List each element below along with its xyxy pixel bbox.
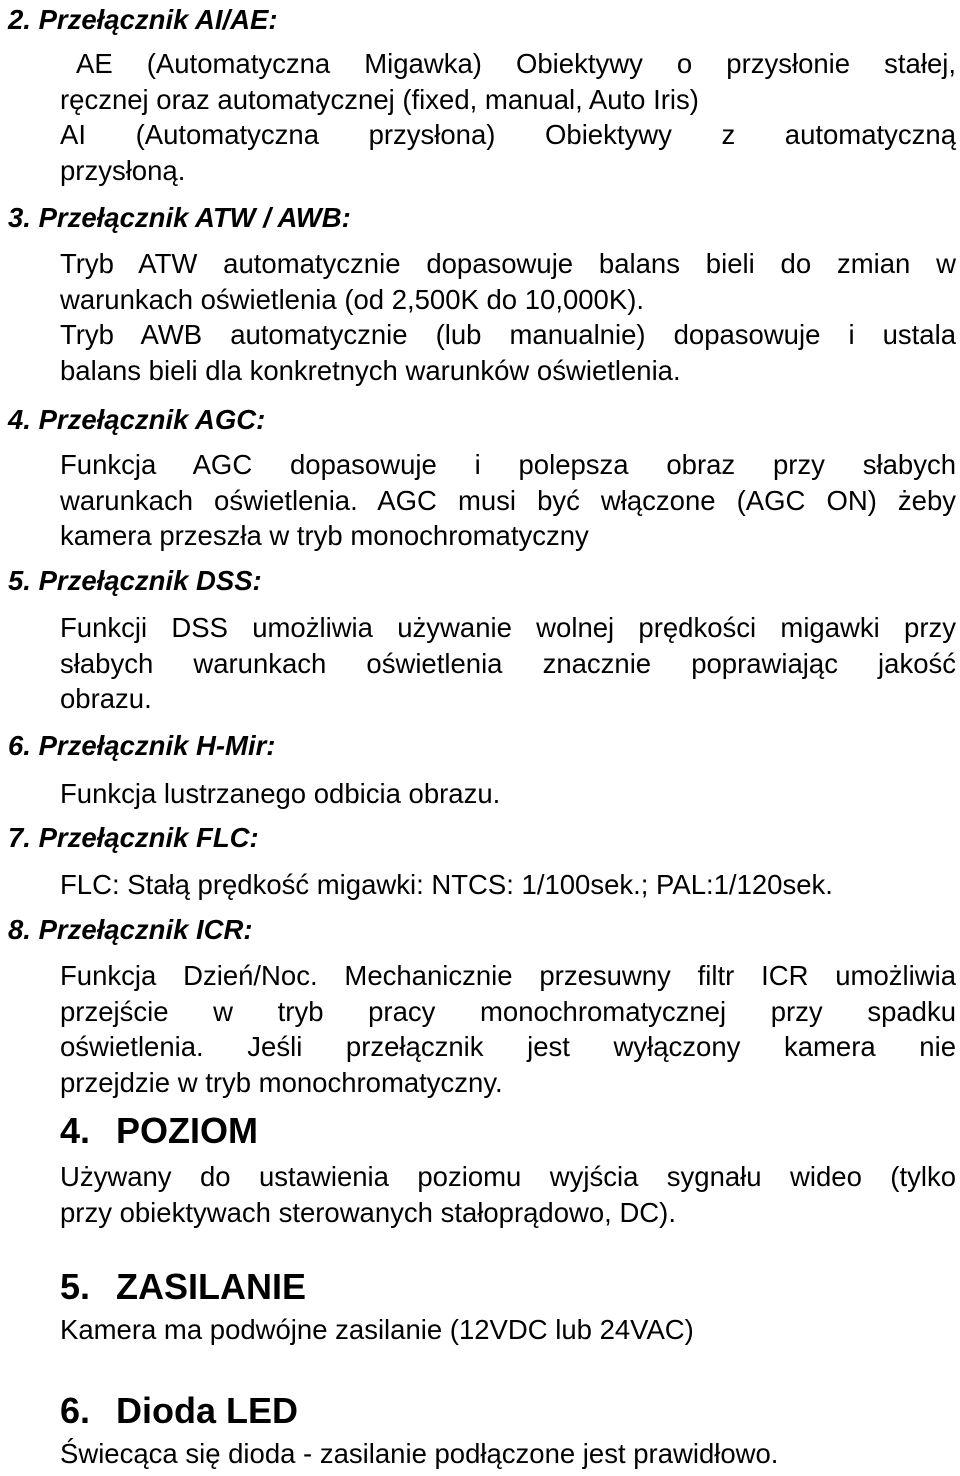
section-7-heading: 7. Przełącznik FLC: [8, 822, 259, 853]
section-8-line-3: oświetlenia. Jeśli przełącznik jest wyłączony kamera nie [60, 1031, 956, 1063]
chapter-poziom-title: POZIOM [116, 1110, 258, 1151]
section-3-line-2: warunkach oświetlenia (od 2,500K do 10,000K). [60, 283, 644, 315]
section-2-line-3: AI (Automatyczna przysłona) Obiektywy z automatyczną [60, 119, 956, 151]
section-4-line-1: Funkcja AGC dopasowuje i polepsza obraz przy słabych [60, 449, 956, 480]
section-4-heading: 4. Przełącznik AGC: [8, 404, 266, 435]
section-4-line-2: warunkach oświetlenia. AGC musi być włączone (AGC ON) żeby [60, 484, 956, 516]
chapter-poziom-line-2: przy obiektywach sterowanych stałoprądowo, DC). [60, 1196, 676, 1228]
section-5-body [60, 610, 956, 717]
section-2-line-1: AE (Automatyczna Migawka) Obiektywy o przysłonie stałej, [76, 48, 956, 79]
chapter-dioda-heading [60, 1390, 298, 1432]
chapter-poziom-heading [60, 1110, 258, 1152]
section-8-line-1: Funkcja Dzień/Noc. Mechanicznie przesuwny filtr ICR umożliwia [60, 960, 956, 991]
chapter-poziom-body [60, 1159, 956, 1230]
section-2-line-4: przysłoną. [60, 154, 186, 186]
section-7-line-1: FLC: Stałą prędkość migawki: NTCS: 1/100sek.; PAL:1/120sek. [60, 869, 833, 900]
section-5-line-1: Funkcji DSS umożliwia używanie wolnej prędkości migawki przy [60, 612, 956, 643]
section-2-line-2: ręcznej oraz automatycznej (fixed, manual, Auto Iris) [60, 83, 699, 115]
section-3-line-3: Tryb AWB automatycznie (lub manualnie) dopasowuje i ustala [60, 319, 956, 351]
section-8-line-2: przejście w tryb pracy monochromatycznej przy spadku [60, 995, 956, 1027]
chapter-zasilanie-heading [60, 1266, 306, 1308]
section-6-line-1: Funkcja lustrzanego odbicia obrazu. [60, 778, 501, 809]
chapter-zasilanie-number: 5. [60, 1266, 91, 1307]
section-4-line-3: kamera przeszła w tryb monochromatyczny [60, 520, 589, 552]
chapter-poziom-number: 4. [60, 1110, 91, 1151]
section-3-line-1: Tryb ATW automatycznie dopasowuje balans bieli do zmian w [60, 248, 956, 279]
section-2-body [60, 46, 956, 188]
chapter-poziom-line-1: Używany do ustawienia poziomu wyjścia sygnału wideo (tylko [60, 1161, 956, 1192]
chapter-dioda-number: 6. [60, 1390, 91, 1431]
chapter-zasilanie-title: ZASILANIE [116, 1266, 307, 1307]
chapter-dioda-line-1: Świecąca się dioda - zasilanie podłączone jest prawidłowo. [60, 1438, 779, 1469]
section-3-line-4: balans bieli dla konkretnych warunków oświetlenia. [60, 354, 681, 386]
section-8-body [60, 958, 956, 1100]
section-8-line-4: przejdzie w tryb monochromatyczny. [60, 1066, 503, 1098]
chapter-dioda-title: Dioda LED [116, 1390, 299, 1431]
section-5-line-3: obrazu. [60, 683, 152, 715]
section-5-line-2: słabych warunkach oświetlenia znacznie poprawiając jakość [60, 647, 956, 679]
section-5-heading: 5. Przełącznik DSS: [8, 565, 262, 596]
section-8-heading: 8. Przełącznik ICR: [8, 914, 253, 945]
section-4-body [60, 447, 956, 554]
section-6-heading: 6. Przełącznik H-Mir: [8, 730, 276, 761]
section-2-heading: 2. Przełącznik AI/AE: [8, 4, 278, 35]
section-3-body [60, 246, 956, 388]
chapter-zasilanie-line-1: Kamera ma podwójne zasilanie (12VDC lub 24VAC) [60, 1314, 694, 1345]
section-3-heading: 3. Przełącznik ATW / AWB: [8, 202, 351, 233]
